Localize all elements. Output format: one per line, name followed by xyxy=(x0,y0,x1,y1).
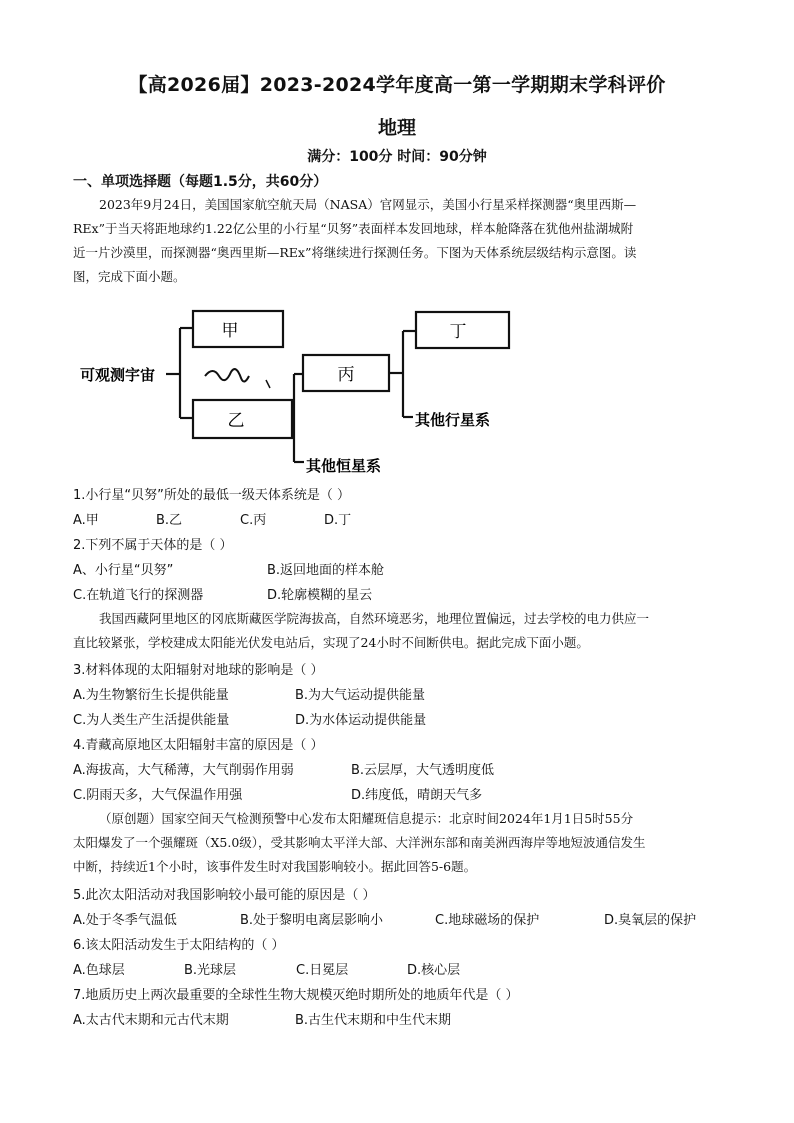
question-3-stem: 3.材料体现的太阳辐射对地球的影响是（ ） xyxy=(73,663,324,678)
q5-option-d[interactable]: D.臭氧层的保护 xyxy=(604,913,697,928)
q3-option-a[interactable]: A.为生物繁衍生长提供能量 xyxy=(73,688,229,703)
passage-1 xyxy=(73,193,721,289)
question-1-stem: 1.小行星“贝努”所处的最低一级天体系统是（ ） xyxy=(73,488,351,503)
q1-option-d[interactable]: D.丁 xyxy=(324,513,352,528)
diagram-box-bing: 丙 xyxy=(337,365,355,385)
question-2-stem: 2.下列不属于天体的是（ ） xyxy=(73,538,233,553)
diagram-box-ding: 丁 xyxy=(449,322,467,342)
question-7-stem: 7.地质历史上两次最重要的全球性生物大规模灭绝时期所处的地质年代是（ ） xyxy=(73,988,519,1003)
q3-option-c[interactable]: C.为人类生产生活提供能量 xyxy=(73,713,230,728)
celestial-system-diagram xyxy=(70,300,530,480)
q2-option-c[interactable]: C.在轨道飞行的探测器 xyxy=(73,588,204,603)
passage-1-line: 近一片沙漠里，而探测器“奥西里斯—REx”将继续进行探测任务。下图为天体系统层级结构示意图。读 xyxy=(73,245,637,260)
q2-option-b[interactable]: B.返回地面的样本舱 xyxy=(267,563,385,578)
passage-3-line: 中断，持续近1个小时，该事件发生时对我国影响较小。据此回答5-6题。 xyxy=(73,859,477,874)
q1-option-b[interactable]: B.乙 xyxy=(156,513,183,528)
passage-2 xyxy=(73,607,721,655)
q6-option-b[interactable]: B.光球层 xyxy=(184,963,237,978)
diagram-other-stars: 其他恒星系 xyxy=(306,457,382,475)
q4-option-a[interactable]: A.海拔高，大气稀薄，大气削弱作用弱 xyxy=(73,763,294,778)
diagram-box-jia: 甲 xyxy=(221,321,239,341)
q5-option-b[interactable]: B.处于黎明电离层影响小 xyxy=(240,913,384,928)
q3-option-b[interactable]: B.为大气运动提供能量 xyxy=(295,688,426,703)
exam-score-time: 满分：100分 时间：90分钟 xyxy=(307,149,487,165)
passage-3-line: 太阳爆发了一个强耀斑（X5.0级），受其影响太平洋大部、大洋洲东部和南美洲西海岸等地短波通信发生 xyxy=(73,835,646,850)
section-heading: 一、单项选择题（每题1.5分，共60分） xyxy=(73,174,328,190)
q4-option-b[interactable]: B.云层厚，大气透明度低 xyxy=(351,763,495,778)
q6-option-a[interactable]: A.色球层 xyxy=(73,963,125,978)
q5-option-a[interactable]: A.处于冬季气温低 xyxy=(73,913,177,928)
diagram-root-label: 可观测宇宙 xyxy=(80,366,156,384)
passage-1-line: 图，完成下面小题。 xyxy=(73,269,186,284)
q6-option-c[interactable]: C.日冕层 xyxy=(296,963,349,978)
q2-option-a[interactable]: A、小行星“贝努” xyxy=(73,563,174,578)
q4-option-d[interactable]: D.纬度低，晴朗天气多 xyxy=(351,788,483,803)
question-5-stem: 5.此次太阳活动对我国影响较小最可能的原因是（ ） xyxy=(73,888,376,903)
exam-title: 【高2026届】2023-2024学年度高一第一学期期末学科评价 xyxy=(128,74,666,96)
q1-option-a[interactable]: A.甲 xyxy=(73,513,99,528)
diagram-box-yi: 乙 xyxy=(227,411,245,431)
passage-2-line: 直比较紧张，学校建成太阳能光伏发电站后，实现了24小时不间断供电。据此完成下面小题。 xyxy=(73,635,589,650)
passage-1-line: REx”于当天将距地球约1.22亿公里的小行星“贝努”表面样本发回地球，样本舱降落在犹他州盐湖城附 xyxy=(73,221,634,236)
q1-option-c[interactable]: C.丙 xyxy=(240,513,267,528)
q7-option-a[interactable]: A.太古代末期和元古代末期 xyxy=(73,1013,229,1028)
passage-1-line: 2023年9月24日，美国国家航空航天局（NASA）官网显示，美国小行星采样探测器“奥里西斯— xyxy=(99,197,637,212)
q7-option-b[interactable]: B.古生代末期和中生代末期 xyxy=(295,1013,452,1028)
question-4-stem: 4.青藏高原地区太阳辐射丰富的原因是（ ） xyxy=(73,738,324,753)
diagram-other-planets: 其他行星系 xyxy=(415,411,491,429)
q6-option-d[interactable]: D.核心层 xyxy=(407,963,461,978)
q5-option-c[interactable]: C.地球磁场的保护 xyxy=(435,913,540,928)
q4-option-c[interactable]: C.阴雨天多，大气保温作用强 xyxy=(73,788,243,803)
passage-2-line: 我国西藏阿里地区的冈底斯藏医学院海拔高，自然环境恶劣，地理位置偏远，过去学校的电力供应一 xyxy=(99,611,650,626)
exam-subject: 地理 xyxy=(377,117,416,139)
question-6-stem: 6.该太阳活动发生于太阳结构的（ ） xyxy=(73,938,285,953)
scribble-mark xyxy=(205,369,249,381)
scribble-mark xyxy=(266,380,270,388)
passage-3-line: （原创题）国家空间天气检测预警中心发布太阳耀斑信息提示：北京时间2024年1月1日5时55分 xyxy=(99,811,634,826)
q3-option-d[interactable]: D.为水体运动提供能量 xyxy=(295,713,427,728)
passage-3 xyxy=(73,807,721,879)
q2-option-d[interactable]: D.轮廓模糊的星云 xyxy=(267,588,373,603)
